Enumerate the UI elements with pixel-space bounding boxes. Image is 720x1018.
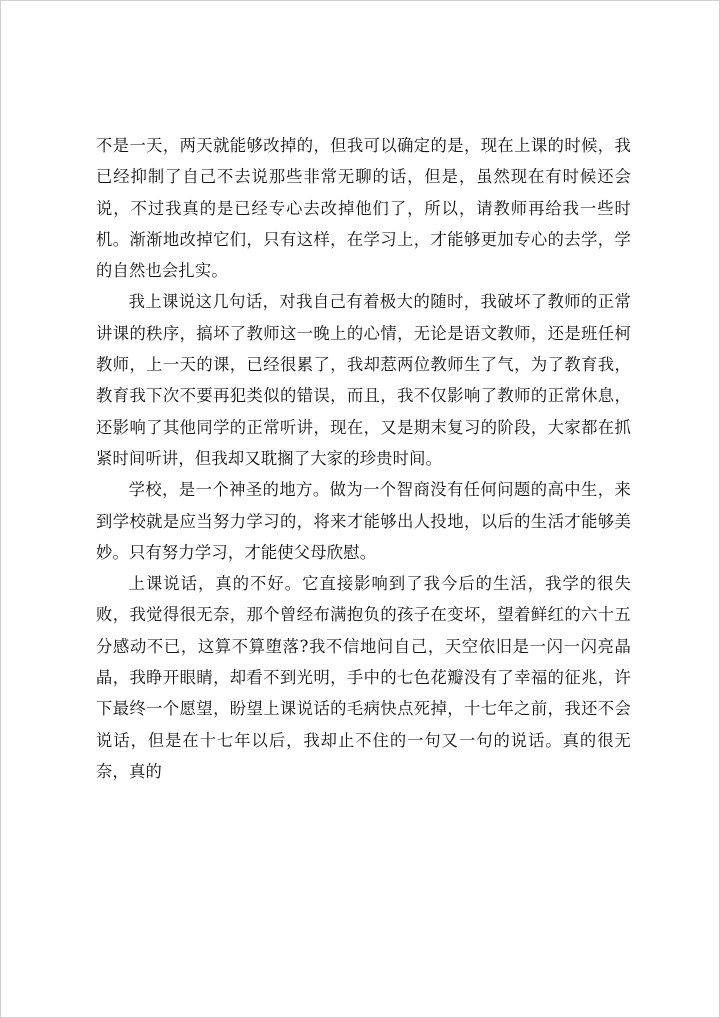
paragraph-2: 我上课说这几句话，对我自己有着极大的随时，我破坏了教师的正常讲课的秩序，搞坏了教师这一晚上的心情，无论是语文教师，还是班任柯教师，上一天的课，已经很累了，我却惹两位教师生了气，为了教育我，教育我下次不要再犯类似的错误，而且，我不仅影响了教师的正常休息，还影响了其他同学的正常听讲，现在，又是期末复习的阶段，大家都在抓紧时间听讲，但我却又耽搁了大家的珍贵时间。 xyxy=(96,292,631,468)
document-body xyxy=(96,130,631,787)
paragraph-1: 不是一天，两天就能够改掉的，但我可以确定的是，现在上课的时候，我已经抑制了自己不去说那些非常无聊的话，但是，虽然现在有时候还会说，不过我真的是已经专心去改掉他们了，所以，请教师再给我一些时机。渐渐地改掉它们，只有这样，在学习上，才能够更加专心的去学，学的自然也会扎实。 xyxy=(96,136,631,281)
paragraph-3: 学校，是一个神圣的地方。做为一个智商没有任何问题的高中生，来到学校就是应当努力学习的，将来才能够出人投地，以后的生活才能够美妙。只有努力学习，才能使父母欣慰。 xyxy=(96,480,631,562)
paragraph-4: 上课说话，真的不好。它直接影响到了我今后的生活，我学的很失败，我觉得很无奈，那个曾经布满抱负的孩子在变坏，望着鲜红的六十五分感动不已，这算不算堕落?我不信地问自己，天空依旧是一闪一闪亮晶晶，我睁开眼睛，却看不到光明，手中的七色花瓣没有了幸福的征兆，许下最终一个愿望，盼望上课说话的毛病快点死掉，十七年之前，我还不会说话，但是在十七年以后，我却止不住的一句又一句的说话。真的很无奈，真的 xyxy=(96,574,631,781)
